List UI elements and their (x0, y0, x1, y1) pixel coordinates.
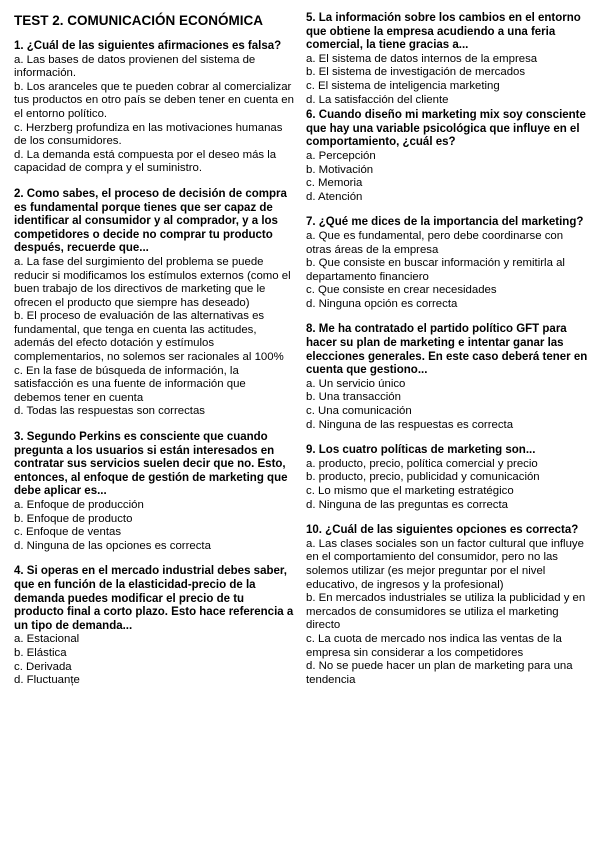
question-text: 1. ¿Cuál de las siguientes afirmaciones es falsa? (14, 40, 282, 52)
option-d: d. Ninguna opción es correcta (306, 297, 458, 310)
option-a: a. Enfoque de producción (14, 499, 144, 511)
question-6 (306, 109, 588, 204)
option-c: c. Memoria (306, 177, 363, 190)
question-10 (306, 524, 588, 687)
question-text: 3. Segundo Perkins es consciente que cuando pregunta a los usuarios si están interesados en contratar sus servicios suelen decir que no. Esto, entonces, al enfoque de gestión de marketing que debe aplicar es... (14, 431, 288, 498)
option-c: c. Lo mismo que el marketing estratégico (306, 485, 514, 497)
option-a: a. Un servicio único (306, 377, 406, 390)
option-a: a. Las bases de datos provienen del sistema de información. (14, 53, 256, 80)
question-text: 8. Me ha contratado el partido político GFT para hacer su plan de marketing e intentar ganar las elecciones generales. En este caso deberá tener en cuenta que gestiono... (306, 323, 588, 377)
option-d: d. Atención (306, 190, 363, 203)
option-b: b. Enfoque de producto (14, 512, 133, 525)
question-text: 4. Si operas en el mercado industrial debes saber, que en función de la elasticidad-precio de la demanda puedes modificar el precio de tu producto final a corto plazo. Esto hace referencia a un tipo de demanda... (14, 565, 294, 632)
test-title: TEST 2. COMUNICACIÓN ECONÓMICA (14, 13, 264, 28)
option-b: b. Elástica (14, 646, 67, 659)
option-a: a. El sistema de datos internos de la empresa (306, 52, 538, 65)
option-d: d. Ninguna de las opciones es correcta (14, 539, 211, 552)
option-a: a. producto, precio, política comercial y precio (306, 457, 538, 470)
question-8 (306, 323, 588, 432)
question-9 (306, 444, 588, 512)
option-d: d. La demanda está compuesta por el deseo más la capacidad de compra y el suministro. (14, 148, 277, 175)
question-text: 9. Los cuatro políticas de marketing son... (306, 444, 536, 457)
option-c: c. Que consiste en crear necesidades (306, 284, 497, 297)
option-b: b. Una transacción (306, 391, 401, 404)
option-c: c. La cuota de mercado nos indica las ventas de la empresa sin considerar a los competidores (306, 632, 562, 659)
question-text: 5. La información sobre los cambios en el entorno que obtiene la empresa acudiendo a una feria comercial, la tiene gracias a... (306, 12, 581, 52)
option-a: a. Que es fundamental, pero debe coordinarse con otras áreas de la empresa (306, 229, 564, 256)
question-3 (14, 431, 294, 553)
option-c: c. Enfoque de ventas (14, 526, 122, 539)
question-5 (306, 12, 588, 107)
option-b: b. Los aranceles que te pueden cobrar al comercializar tus productos en otro país se deben tener en cuenta en el entorno político. (14, 80, 294, 120)
question-7 (306, 216, 588, 311)
question-1 (14, 40, 294, 176)
question-4 (14, 565, 294, 687)
option-a: a. Las clases sociales son un factor cultural que influye en el comportamiento del consumidor, pero no las solemos utilizar (es mejor preguntar por el nivel educativo, de ingresos y la profesional) (306, 537, 584, 591)
question-2 (14, 188, 294, 419)
option-d: d. Fluctuanțe (14, 674, 80, 687)
option-d: d. Todas las respuestas son correctas (14, 405, 205, 418)
option-d: d. La satisfacción del cliente (306, 93, 449, 106)
question-text: 6. Cuando diseño mi marketing mix soy consciente que hay una variable psicológica que influye en el comportamiento, ¿cuál es? (306, 109, 586, 149)
option-d: d. Ninguna de las respuestas es correcta (306, 418, 514, 431)
question-text: 10. ¿Cuál de las siguientes opciones es correcta? (306, 524, 579, 537)
option-b: b. producto, precio, publicidad y comunicación (306, 471, 540, 484)
option-c: c. Derivada (14, 660, 72, 673)
right-column (306, 12, 588, 695)
option-c: c. Herzberg profundiza en las motivaciones humanas de los consumidores. (14, 121, 283, 148)
question-text: 2. Como sabes, el proceso de decisión de compra es fundamental porque tienes que ser capaz de identificar al consumidor y al comprador, y a los competidores o decide no comprar tu producto después, recuerde que... (14, 187, 287, 255)
option-b: b. El proceso de evaluación de las alternativas es fundamental, que tenga en cuenta las actitudes, además del efecto dotación y estímulos complementarios, no solemos ser racionales al 100% (14, 310, 284, 364)
option-d: d. Ninguna de las preguntas es correcta (306, 498, 508, 511)
option-b: b. Motivación (306, 163, 374, 176)
left-column (14, 12, 294, 696)
option-a: a. Percepción (306, 149, 376, 162)
option-b: b. En mercados industriales se utiliza la publicidad y en mercados de consumidores se utiliza el marketing directo (306, 592, 586, 632)
question-text: 7. ¿Qué me dices de la importancia del marketing? (306, 216, 584, 229)
option-c: c. En la fase de búsqueda de información, la satisfacción es una fuente de información que debemos tener en cuenta (14, 364, 246, 404)
option-d: d. No se puede hacer un plan de marketing para una tendencia (306, 660, 573, 686)
option-c: c. El sistema de inteligencia marketing (306, 79, 500, 92)
option-c: c. Una comunicación (306, 405, 412, 418)
option-a: a. Estacional (14, 633, 80, 646)
option-b: b. El sistema de investigación de mercados (306, 66, 526, 79)
option-a: a. La fase del surgimiento del problema se puede reducir si modificamos los estímulos externos (como el buen trabajo de los directivos de marketing que le ofrecen el producto que siempre has deseado) (14, 255, 291, 309)
option-b: b. Que consiste en buscar información y remitirla al departamento financiero (306, 257, 565, 283)
